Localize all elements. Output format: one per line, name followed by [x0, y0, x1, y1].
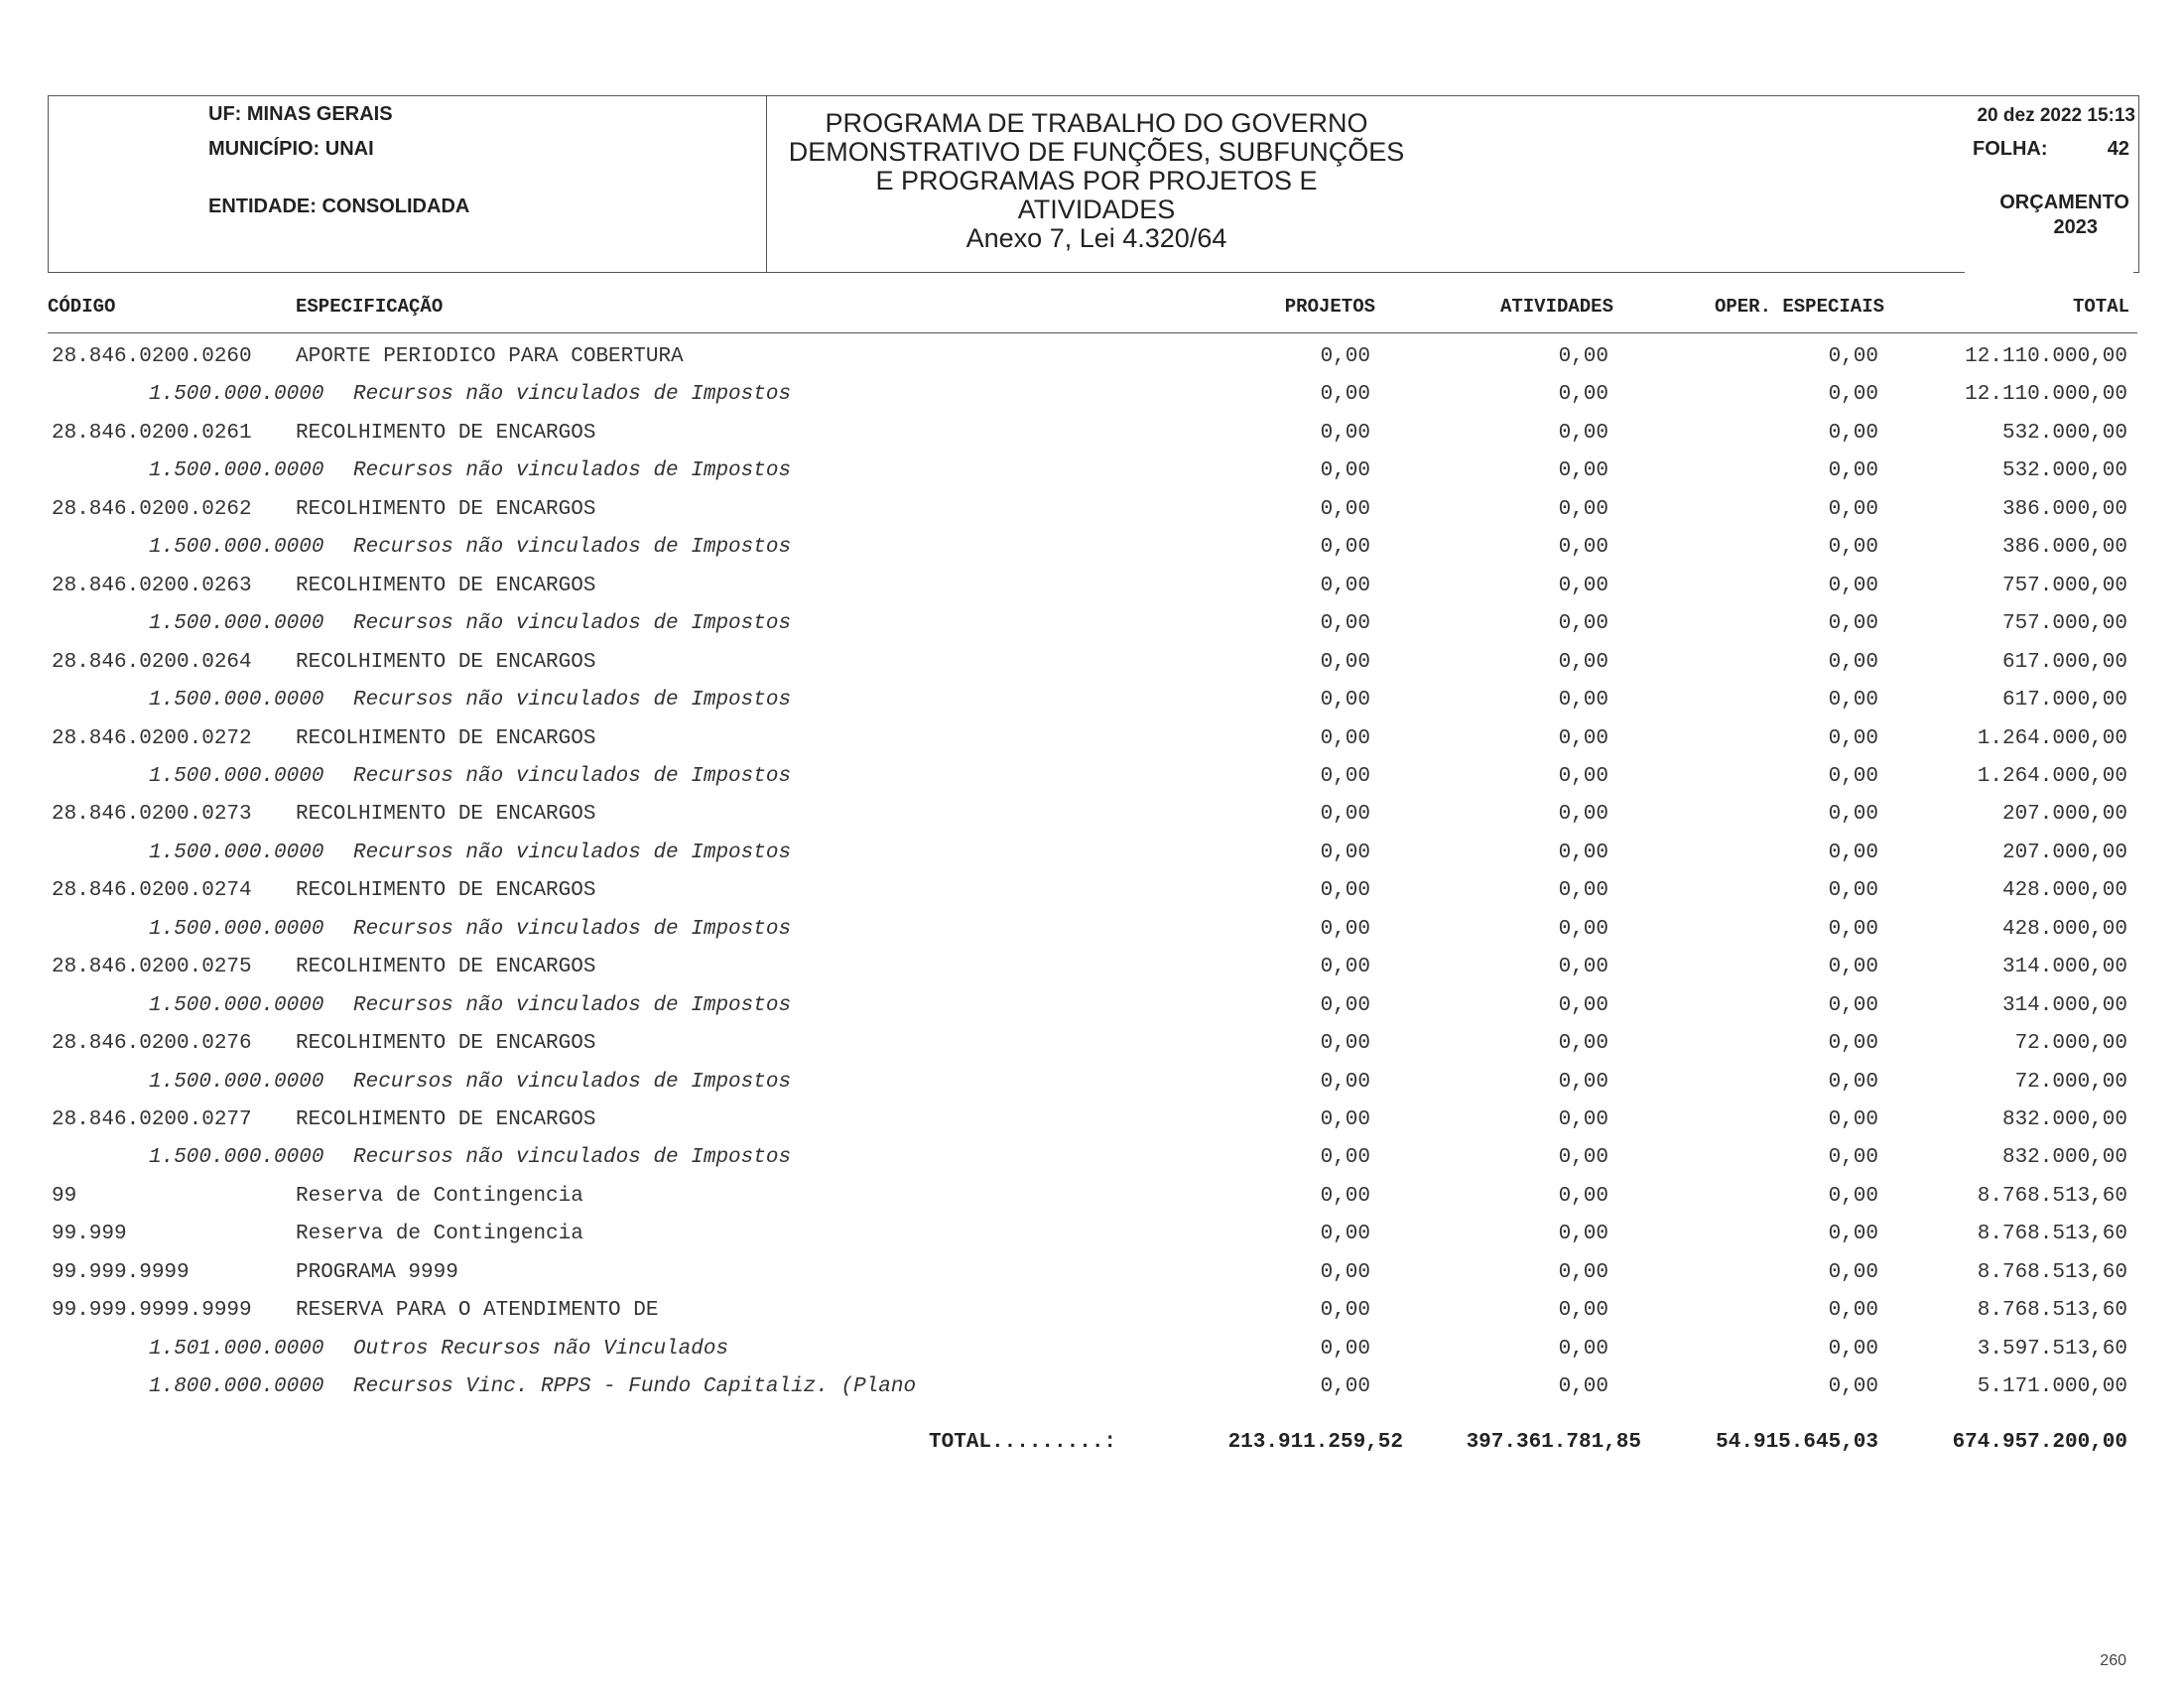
projetos-value: 0,00: [1320, 345, 1370, 368]
specification: Reserva de Contingencia: [296, 1184, 583, 1208]
total-oper-especiais: 54.915.645,03: [1716, 1431, 1878, 1454]
program-code: 28.846.0200.0263: [52, 574, 252, 597]
total-value: 1.264.000,00: [1977, 764, 2127, 788]
oper-especiais-value: 0,00: [1828, 1146, 1878, 1170]
projetos-value: 0,00: [1320, 1299, 1370, 1323]
atividades-value: 0,00: [1558, 1299, 1608, 1323]
projetos-value: 0,00: [1320, 536, 1370, 560]
total-value: 757.000,00: [2001, 574, 2127, 597]
total-value: 5.171.000,00: [1977, 1375, 2127, 1399]
oper-especiais-value: 0,00: [1828, 1299, 1878, 1323]
folha-value: 42: [2107, 138, 2129, 160]
specification: PROGRAMA 9999: [296, 1260, 458, 1284]
total-atividades: 397.361.781,85: [1466, 1431, 1641, 1454]
source-code: 1.500.000.0000: [149, 459, 324, 483]
header-corner-tick: [2133, 272, 2139, 273]
source-row: [0, 1146, 2184, 1184]
total-value: 12.110.000,00: [1965, 345, 2127, 368]
oper-especiais-value: 0,00: [1828, 574, 1878, 597]
table-row: [0, 651, 2184, 689]
totals-label: TOTAL.........:: [929, 1431, 1117, 1454]
projetos-value: 0,00: [1320, 650, 1370, 674]
projetos-value: 0,00: [1320, 689, 1370, 713]
oper-especiais-value: 0,00: [1828, 1184, 1878, 1208]
specification: Recursos não vinculados de Impostos: [353, 459, 792, 483]
atividades-value: 0,00: [1558, 1070, 1608, 1094]
atividades-value: 0,00: [1558, 1108, 1608, 1131]
specification: RESERVA PARA O ATENDIMENTO DE: [296, 1299, 659, 1323]
source-code: 1.500.000.0000: [149, 689, 324, 713]
oper-especiais-value: 0,00: [1828, 841, 1878, 864]
projetos-value: 0,00: [1320, 383, 1370, 407]
specification: RECOLHIMENTO DE ENCARGOS: [296, 497, 596, 521]
specification: Recursos não vinculados de Impostos: [353, 612, 792, 636]
program-code: 28.846.0200.0276: [52, 1032, 252, 1056]
table-row: [0, 1032, 2184, 1070]
specification: RECOLHIMENTO DE ENCARGOS: [296, 1032, 596, 1056]
table-row: [0, 498, 2184, 536]
projetos-value: 0,00: [1320, 956, 1370, 979]
total-value: 72.000,00: [2014, 1032, 2127, 1056]
atividades-value: 0,00: [1558, 1223, 1608, 1246]
uf-label: UF: MINAS GERAIS: [208, 103, 393, 125]
source-row: [0, 1071, 2184, 1108]
projetos-value: 0,00: [1320, 726, 1370, 750]
projetos-value: 0,00: [1320, 574, 1370, 597]
program-code: 28.846.0200.0274: [52, 879, 252, 903]
title-line-3: E PROGRAMAS POR PROJETOS E: [875, 166, 1318, 195]
total-value: 3.597.513,60: [1977, 1337, 2127, 1361]
specification: Recursos não vinculados de Impostos: [353, 841, 792, 864]
total-value: 8.768.513,60: [1977, 1223, 2127, 1246]
source-row: [0, 765, 2184, 803]
specification: RECOLHIMENTO DE ENCARGOS: [296, 574, 596, 597]
table-row: [0, 345, 2184, 383]
atividades-value: 0,00: [1558, 1260, 1608, 1284]
atividades-value: 0,00: [1558, 574, 1608, 597]
total-value: 207.000,00: [2001, 803, 2127, 827]
specification: RECOLHIMENTO DE ENCARGOS: [296, 421, 596, 445]
table-row: [0, 422, 2184, 459]
table-row: [0, 803, 2184, 841]
col-total: TOTAL: [2072, 296, 2129, 318]
total-value: 12.110.000,00: [1965, 383, 2127, 407]
projetos-value: 0,00: [1320, 1146, 1370, 1170]
table-row: [0, 727, 2184, 765]
atividades-value: 0,00: [1558, 536, 1608, 560]
table-row: [0, 1223, 2184, 1260]
total-value: 8.768.513,60: [1977, 1260, 2127, 1284]
atividades-value: 0,00: [1558, 612, 1608, 636]
source-row: [0, 1375, 2184, 1413]
projetos-value: 0,00: [1320, 459, 1370, 483]
title-line-5: Anexo 7, Lei 4.320/64: [965, 223, 1227, 253]
total-value: 832.000,00: [2001, 1108, 2127, 1131]
source-code: 1.500.000.0000: [149, 612, 324, 636]
total-value: 757.000,00: [2001, 612, 2127, 636]
source-row: [0, 918, 2184, 956]
source-code: 1.501.000.0000: [149, 1337, 324, 1361]
projetos-value: 0,00: [1320, 1337, 1370, 1361]
program-code: 28.846.0200.0260: [52, 345, 252, 368]
specification: RECOLHIMENTO DE ENCARGOS: [296, 1108, 596, 1131]
projetos-value: 0,00: [1320, 1108, 1370, 1131]
specification: RECOLHIMENTO DE ENCARGOS: [296, 650, 596, 674]
col-especificacao: ESPECIFICAÇÃO: [296, 296, 444, 318]
oper-especiais-value: 0,00: [1828, 612, 1878, 636]
source-code: 1.500.000.0000: [149, 993, 324, 1017]
specification: Reserva de Contingencia: [296, 1223, 583, 1246]
specification: Recursos não vinculados de Impostos: [353, 383, 792, 407]
projetos-value: 0,00: [1320, 841, 1370, 864]
atividades-value: 0,00: [1558, 1375, 1608, 1399]
total-value: 532.000,00: [2001, 421, 2127, 445]
atividades-value: 0,00: [1558, 993, 1608, 1017]
program-code: 28.846.0200.0262: [52, 497, 252, 521]
specification: Recursos não vinculados de Impostos: [353, 1146, 792, 1170]
program-code: 28.846.0200.0261: [52, 421, 252, 445]
oper-especiais-value: 0,00: [1828, 803, 1878, 827]
table-row: [0, 1185, 2184, 1223]
specification: RECOLHIMENTO DE ENCARGOS: [296, 726, 596, 750]
oper-especiais-value: 0,00: [1828, 536, 1878, 560]
projetos-value: 0,00: [1320, 1184, 1370, 1208]
projetos-value: 0,00: [1320, 421, 1370, 445]
source-code: 1.500.000.0000: [149, 917, 324, 941]
atividades-value: 0,00: [1558, 689, 1608, 713]
oper-especiais-value: 0,00: [1828, 459, 1878, 483]
entidade-label: ENTIDADE: CONSOLIDADA: [208, 195, 470, 217]
oper-especiais-value: 0,00: [1828, 1032, 1878, 1056]
projetos-value: 0,00: [1320, 612, 1370, 636]
specification: Recursos não vinculados de Impostos: [353, 689, 792, 713]
total-value: 314.000,00: [2001, 993, 2127, 1017]
specification: Recursos não vinculados de Impostos: [353, 1070, 792, 1094]
specification: Recursos não vinculados de Impostos: [353, 917, 792, 941]
oper-especiais-value: 0,00: [1828, 879, 1878, 903]
projetos-value: 0,00: [1320, 993, 1370, 1017]
header-divider: [766, 95, 767, 272]
atividades-value: 0,00: [1558, 879, 1608, 903]
atividades-value: 0,00: [1558, 1184, 1608, 1208]
table-row: [0, 1299, 2184, 1337]
page-number: 260: [2100, 1652, 2126, 1669]
program-code: 28.846.0200.0275: [52, 956, 252, 979]
source-code: 1.500.000.0000: [149, 1146, 324, 1170]
atividades-value: 0,00: [1558, 421, 1608, 445]
total-value: 832.000,00: [2001, 1146, 2127, 1170]
source-row: [0, 383, 2184, 421]
header-right-border: [2138, 95, 2139, 272]
total-value: 386.000,00: [2001, 497, 2127, 521]
atividades-value: 0,00: [1558, 1146, 1608, 1170]
atividades-value: 0,00: [1558, 1337, 1608, 1361]
header-rule: [48, 332, 2137, 333]
source-code: 1.500.000.0000: [149, 764, 324, 788]
specification: RECOLHIMENTO DE ENCARGOS: [296, 879, 596, 903]
source-row: [0, 994, 2184, 1032]
program-code: 99.999.9999: [52, 1260, 190, 1284]
atividades-value: 0,00: [1558, 917, 1608, 941]
title-line-4: ATIVIDADES: [1017, 195, 1176, 224]
specification: RECOLHIMENTO DE ENCARGOS: [296, 803, 596, 827]
projetos-value: 0,00: [1320, 1032, 1370, 1056]
source-row: [0, 612, 2184, 650]
oper-especiais-value: 0,00: [1828, 1070, 1878, 1094]
atividades-value: 0,00: [1558, 383, 1608, 407]
source-row: [0, 1338, 2184, 1375]
projetos-value: 0,00: [1320, 917, 1370, 941]
program-code: 99.999: [52, 1223, 127, 1246]
program-code: 99.999.9999.9999: [52, 1299, 252, 1323]
projetos-value: 0,00: [1320, 1375, 1370, 1399]
total-value: 1.264.000,00: [1977, 726, 2127, 750]
source-row: [0, 459, 2184, 497]
oper-especiais-value: 0,00: [1828, 345, 1878, 368]
source-code: 1.500.000.0000: [149, 1070, 324, 1094]
oper-especiais-value: 0,00: [1828, 421, 1878, 445]
total-value: 617.000,00: [2001, 650, 2127, 674]
source-code: 1.800.000.0000: [149, 1375, 324, 1399]
total-value: 72.000,00: [2014, 1070, 2127, 1094]
orcamento-year: 2023: [2053, 216, 2098, 238]
specification: Recursos não vinculados de Impostos: [353, 536, 792, 560]
specification: Recursos Vinc. RPPS - Fundo Capitaliz. (Plano: [353, 1375, 917, 1399]
program-code: 28.846.0200.0264: [52, 650, 252, 674]
atividades-value: 0,00: [1558, 1032, 1608, 1056]
projetos-value: 0,00: [1320, 803, 1370, 827]
specification: APORTE PERIODICO PARA COBERTURA: [296, 345, 684, 368]
report-datetime: 20 dez 2022 15:13: [1977, 105, 2135, 126]
oper-especiais-value: 0,00: [1828, 689, 1878, 713]
atividades-value: 0,00: [1558, 345, 1608, 368]
source-row: [0, 842, 2184, 879]
projetos-value: 0,00: [1320, 1260, 1370, 1284]
atividades-value: 0,00: [1558, 650, 1608, 674]
specification: Recursos não vinculados de Impostos: [353, 993, 792, 1017]
projetos-value: 0,00: [1320, 1070, 1370, 1094]
col-projetos: PROJETOS: [1284, 296, 1375, 318]
total-value: 428.000,00: [2001, 917, 2127, 941]
total-geral: 674.957.200,00: [1952, 1431, 2127, 1454]
total-value: 8.768.513,60: [1977, 1299, 2127, 1323]
specification: RECOLHIMENTO DE ENCARGOS: [296, 956, 596, 979]
total-projetos: 213.911.259,52: [1227, 1431, 1403, 1454]
folha-label: FOLHA:: [1973, 138, 2048, 160]
municipio-label: MUNICÍPIO: UNAI: [208, 138, 374, 160]
col-oper-especiais: OPER. ESPECIAIS: [1714, 296, 1884, 318]
oper-especiais-value: 0,00: [1828, 993, 1878, 1017]
report-title: [769, 109, 1424, 253]
col-codigo: CÓDIGO: [48, 296, 116, 318]
oper-especiais-value: 0,00: [1828, 917, 1878, 941]
specification: Recursos não vinculados de Impostos: [353, 764, 792, 788]
oper-especiais-value: 0,00: [1828, 1223, 1878, 1246]
atividades-value: 0,00: [1558, 726, 1608, 750]
col-atividades: ATIVIDADES: [1499, 296, 1613, 318]
total-value: 386.000,00: [2001, 536, 2127, 560]
total-value: 314.000,00: [2001, 956, 2127, 979]
program-code: 28.846.0200.0273: [52, 803, 252, 827]
table-row: [0, 956, 2184, 993]
total-value: 207.000,00: [2001, 841, 2127, 864]
oper-especiais-value: 0,00: [1828, 1260, 1878, 1284]
header-bottom-border: [48, 272, 1965, 273]
total-value: 428.000,00: [2001, 879, 2127, 903]
projetos-value: 0,00: [1320, 879, 1370, 903]
program-code: 28.846.0200.0272: [52, 726, 252, 750]
title-line-1: PROGRAMA DE TRABALHO DO GOVERNO: [825, 108, 1368, 138]
oper-especiais-value: 0,00: [1828, 497, 1878, 521]
total-value: 8.768.513,60: [1977, 1184, 2127, 1208]
program-code: 28.846.0200.0277: [52, 1108, 252, 1131]
oper-especiais-value: 0,00: [1828, 1337, 1878, 1361]
orcamento-label: ORÇAMENTO: [1999, 192, 2129, 213]
atividades-value: 0,00: [1558, 841, 1608, 864]
source-row: [0, 689, 2184, 726]
program-code: 99: [52, 1184, 77, 1208]
table-row: [0, 575, 2184, 612]
projetos-value: 0,00: [1320, 764, 1370, 788]
table-row: [0, 1261, 2184, 1299]
oper-especiais-value: 0,00: [1828, 764, 1878, 788]
source-code: 1.500.000.0000: [149, 383, 324, 407]
oper-especiais-value: 0,00: [1828, 1108, 1878, 1131]
source-row: [0, 536, 2184, 574]
projetos-value: 0,00: [1320, 497, 1370, 521]
projetos-value: 0,00: [1320, 1223, 1370, 1246]
source-code: 1.500.000.0000: [149, 536, 324, 560]
oper-especiais-value: 0,00: [1828, 383, 1878, 407]
title-line-2: DEMONSTRATIVO DE FUNÇÕES, SUBFUNÇÕES: [788, 137, 1405, 167]
oper-especiais-value: 0,00: [1828, 650, 1878, 674]
oper-especiais-value: 0,00: [1828, 956, 1878, 979]
source-code: 1.500.000.0000: [149, 841, 324, 864]
table-row: [0, 1108, 2184, 1146]
oper-especiais-value: 0,00: [1828, 726, 1878, 750]
atividades-value: 0,00: [1558, 764, 1608, 788]
atividades-value: 0,00: [1558, 803, 1608, 827]
table-row: [0, 879, 2184, 917]
specification: Outros Recursos não Vinculados: [353, 1337, 729, 1361]
total-value: 617.000,00: [2001, 689, 2127, 713]
atividades-value: 0,00: [1558, 956, 1608, 979]
atividades-value: 0,00: [1558, 459, 1608, 483]
atividades-value: 0,00: [1558, 497, 1608, 521]
oper-especiais-value: 0,00: [1828, 1375, 1878, 1399]
total-value: 532.000,00: [2001, 459, 2127, 483]
